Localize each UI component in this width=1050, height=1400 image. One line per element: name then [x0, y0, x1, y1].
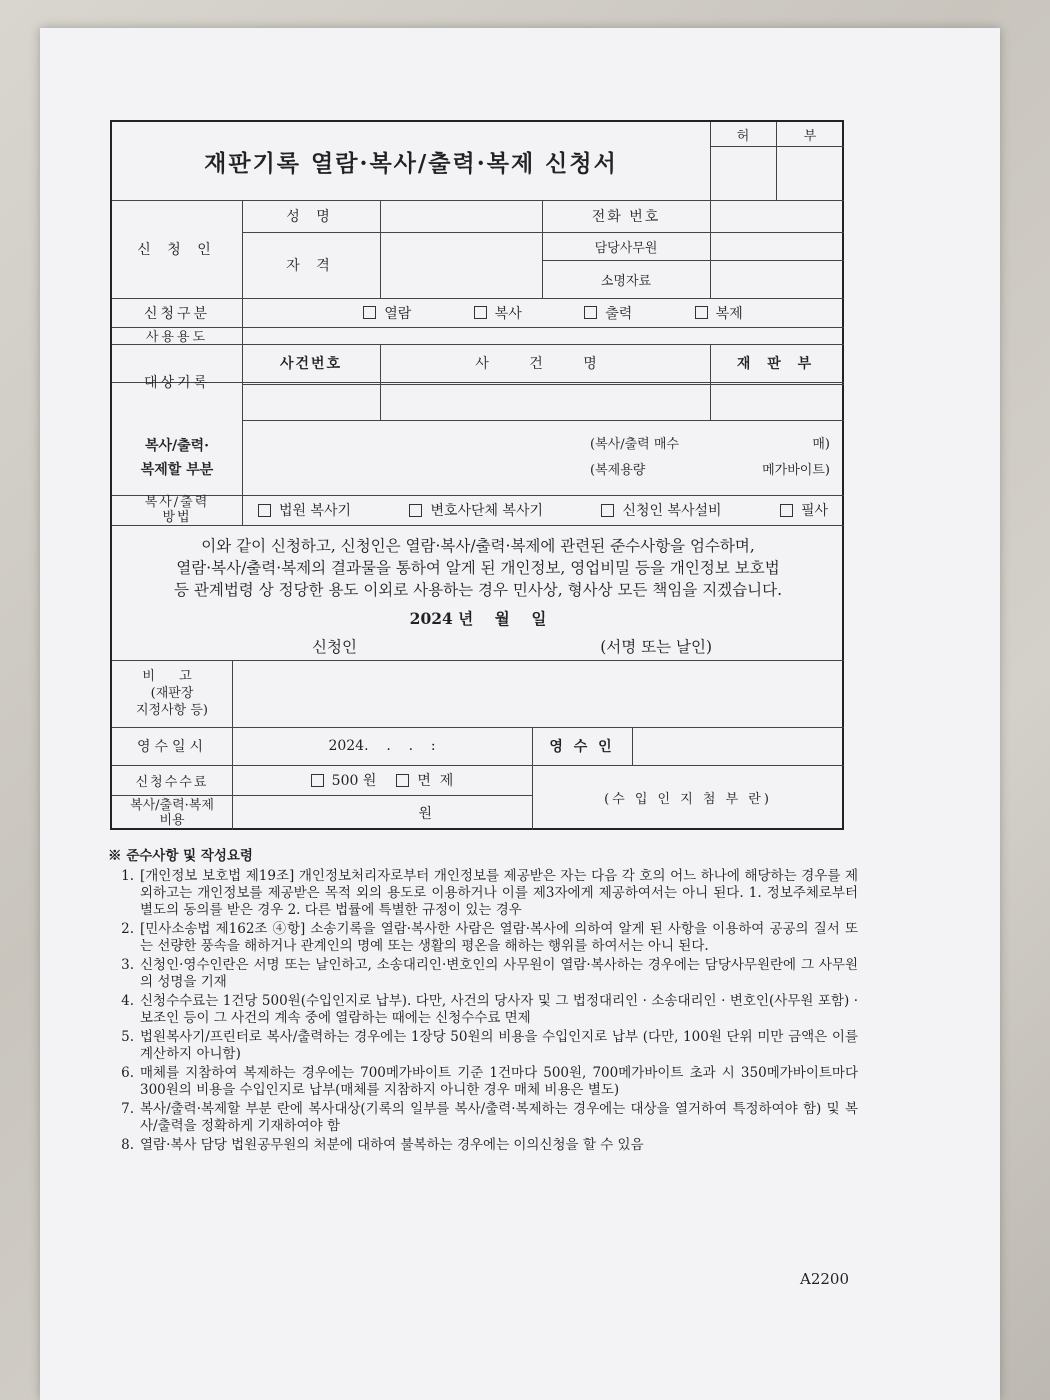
form-number: A2200 [800, 1270, 850, 1288]
checkbox-icon [409, 504, 422, 517]
copy-part-label: 복사/출력· 복제할 부분 [140, 437, 214, 478]
checkbox-icon [584, 306, 597, 319]
request-option-duplicate[interactable]: 복제 [695, 303, 743, 323]
qualification-label: 자 격 [286, 258, 336, 274]
usage-field[interactable] [242, 327, 844, 344]
cost-label: 복사/출력·복제 비용 [130, 797, 214, 828]
checkbox-icon [258, 504, 271, 517]
proof-label: 소명자료 [600, 273, 652, 289]
note-item: 7. 복사/출력·복제할 부분 란에 복사대상(기록의 일부를 복사/출력·복제하는 경우에는 대상을 열거하여 특정하여야 함) 및 복사/출력을 정확하게 기재하여야 함 [121, 1101, 858, 1134]
pledge-line-1: 이와 같이 신청하고, 신청인은 열람·복사/출력·복제에 관련된 준수사항을 엄수하며, [201, 537, 755, 555]
method-option-court-copier[interactable]: 법원 복사기 [258, 500, 351, 520]
checkbox-icon [311, 774, 324, 787]
method-option-handwriting[interactable]: 필사 [780, 500, 828, 520]
checkbox-icon [363, 306, 376, 319]
case-name-label: 사 건 명 [475, 356, 615, 372]
notes-heading: ※ 준수사항 및 작성요령 [108, 848, 253, 864]
name-label: 성 명 [286, 209, 336, 225]
court-field[interactable] [710, 384, 844, 420]
fee-label: 신청수수료 [135, 774, 209, 790]
receiver-label: 영 수 인 [549, 739, 615, 755]
clerk-field[interactable] [710, 232, 844, 260]
permit-label: 허 [736, 128, 750, 144]
compliance-notes [108, 848, 858, 1156]
pledge-date: 2024 년 월 일 [409, 609, 547, 628]
checkbox-icon [780, 504, 793, 517]
checkbox-icon [396, 774, 409, 787]
checkbox-icon [695, 306, 708, 319]
checkbox-icon [474, 306, 487, 319]
receiver-field[interactable] [632, 727, 844, 765]
revenue-stamp-area[interactable]: (수 입 인 지 첨 부 란) [604, 792, 772, 807]
method-option-bar-copier[interactable]: 변호사단체 복사기 [409, 500, 543, 520]
request-option-view[interactable]: 열람 [363, 303, 411, 323]
court-label: 재 판 부 [736, 356, 818, 372]
usage-label: 사용용도 [145, 330, 209, 345]
pledge-line-3: 등 관계법령 상 정당한 용도 이외로 사용하는 경우 민사상, 형사상 모든 책임을 지겠습니다. [173, 581, 782, 599]
name-field[interactable] [380, 200, 542, 232]
application-form [110, 120, 844, 830]
note-item: 1. [개인정보 보호법 제19조] 개인정보처리자로부터 개인정보를 제공받은 자는 다음 각 호의 어느 하나에 해당하는 경우를 제외하고는 개인정보를 제공받은 목적 외의 용도로 이용하거나 이를 제3자에게 제공하여서는 아니 된다. 1. 정보주체로부터 별도의 동의를 받은 경우 2. 다른 법률에 특별한 규정이 있는 경우 [121, 868, 858, 918]
note-item: 4. 신청수수료는 1건당 500원(수입인지로 납부). 다만, 사건의 당사자 및 그 법정대리인 · 소송대리인 · 변호인(사무원 포함) · 보조인 등이 그 사건의 계속 중에 열람하는 때에는 신청수수료 면제 [121, 993, 858, 1026]
note-item: 6. 매체를 지참하여 복제하는 경우에는 700메가바이트 기준 1건마다 500원, 700메가바이트 초과 시 350메가바이트마다 300원의 비용을 수입인지로 납부(매체를 지참하지 아니한 경우 매체 비용은 별도) [121, 1065, 858, 1098]
signature-area[interactable]: (서명 또는 날인) [600, 638, 712, 656]
remarks-field[interactable] [232, 660, 844, 727]
pledge-signature-line: 신청인 (서명 또는 날인) [312, 634, 712, 658]
clerk-label: 담당사무원 [594, 240, 658, 256]
fee-option-500[interactable]: 500 원 [311, 770, 377, 790]
proof-field[interactable] [710, 260, 844, 298]
pledge-line-2: 열람·복사/출력·복제의 결과물을 통하여 알게 된 개인정보, 영업비밀 등을 개인정보 보호법 [176, 559, 780, 577]
copy-pages-note: (복사/출력 매수 매) [590, 436, 830, 452]
note-item: 3. 신청인·영수인란은 서명 또는 날인하고, 소송대리인·변호인의 사무원이 열람·복사하는 경우에는 담당사무원란에 그 사무원의 성명을 기재 [121, 957, 858, 990]
permit-box[interactable] [710, 146, 776, 200]
method-option-own-device[interactable]: 신청인 복사설비 [601, 500, 721, 520]
fee-option-exempt[interactable]: 면 제 [396, 770, 453, 790]
cost-field[interactable]: 원 [418, 805, 432, 822]
deny-box[interactable] [776, 146, 844, 200]
case-number-field[interactable] [242, 384, 380, 420]
applicant-section-label: 신 청 인 [137, 242, 217, 258]
receipt-date-field[interactable]: 2024. . . : [328, 738, 436, 754]
receipt-date-label: 영수일시 [136, 739, 208, 755]
form-title: 재판기록 열람·복사/출력·복제 신청서 [204, 149, 618, 177]
phone-label: 전화 번호 [591, 209, 661, 225]
copy-volume-note: (복제용량 메가바이트) [590, 462, 830, 478]
copy-method-label: 복사/출력 방법 [144, 495, 210, 525]
note-item: 8. 열람·복사 담당 법원공무원의 처분에 대하여 불복하는 경우에는 이의신청을 할 수 있음 [121, 1137, 644, 1153]
note-item: 5. 법원복사기/프린터로 복사/출력하는 경우에는 1장당 50원의 비용을 수입인지로 납부 (다만, 100원 단위 미만 금액은 이를 계산하지 아니함) [121, 1029, 858, 1062]
request-option-print[interactable]: 출력 [584, 303, 632, 323]
remarks-label: 비 고 (재판장 지정사항 등) [136, 669, 208, 718]
checkbox-icon [601, 504, 614, 517]
qualification-field[interactable] [380, 232, 542, 298]
phone-field[interactable] [710, 200, 844, 232]
note-item: 2. [민사소송법 제162조 ④항] 소송기록을 열람·복사한 사람은 열람·복사에 의하여 알게 된 사항을 이용하여 공공의 질서 또는 선량한 풍속을 해하거나 관계인의 명예 또는 생활의 평온을 해하는 행위를 하여서는 아니 된다. [121, 921, 858, 954]
deny-label: 부 [803, 128, 817, 144]
request-type-label: 신청구분 [143, 305, 211, 322]
case-name-field[interactable] [380, 384, 710, 420]
target-record-label: 대상기록 [143, 375, 211, 391]
request-option-copy[interactable]: 복사 [474, 303, 522, 323]
case-number-label: 사건번호 [279, 356, 343, 372]
